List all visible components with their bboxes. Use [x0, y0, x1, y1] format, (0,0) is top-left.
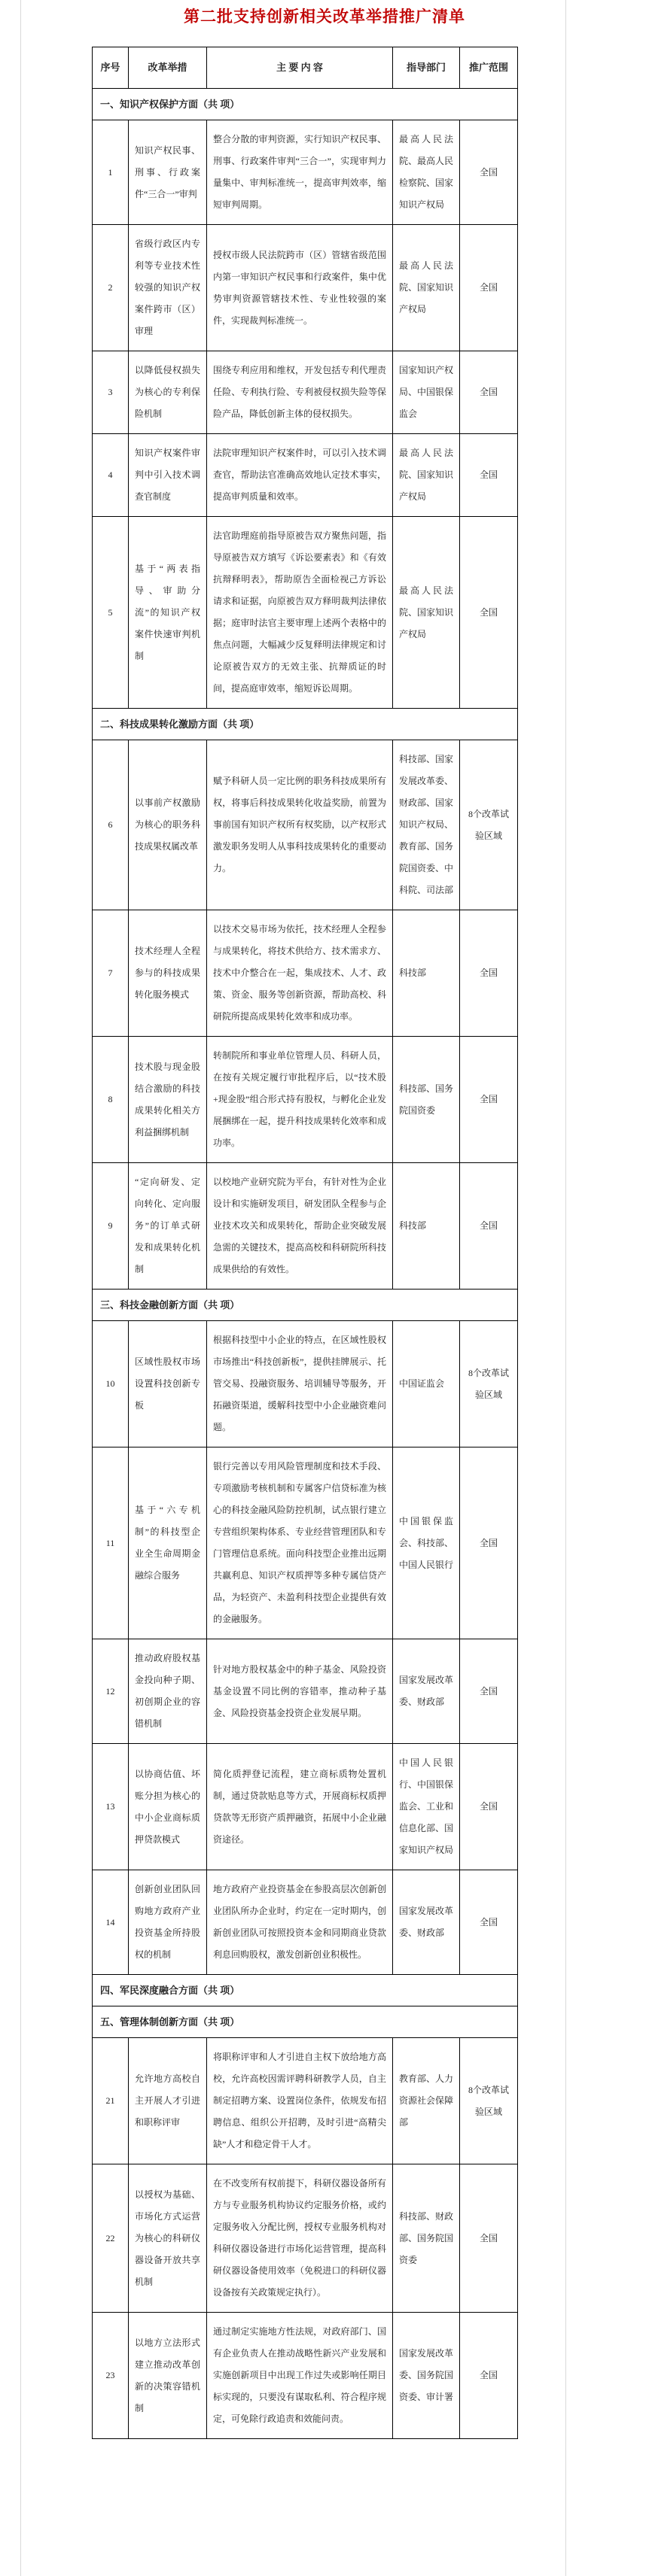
- cell-no: 1: [93, 120, 129, 225]
- cell-measure: 以授权为基础、市场化方式运营为核心的科研仪器设备开放共享机制: [129, 2164, 207, 2313]
- cell-department: 中国人民银行、中国银保监会、工业和信息化部、国家知识产权局: [393, 1744, 460, 1870]
- cell-measure: 以事前产权激励为核心的职务科技成果权属改革: [129, 740, 207, 910]
- cell-content: 转制院所和事业单位管理人员、科研人员，在按有关规定履行审批程序后，以“技术股+现金股”组合形式持有股权，与孵化企业发展捆绑在一起，提升科技成果转化效率和成功率。: [207, 1037, 393, 1163]
- cell-measure: 知识产权民事、刑事、行政案件“三合一”审判: [129, 120, 207, 225]
- table-row: [93, 1163, 518, 1290]
- cell-scope: 全国: [460, 1163, 518, 1290]
- cell-content: 银行完善以专用风险管理制度和技术手段、专项激励考核机制和专属客户信贷标准为核心的科技金融风险防控机制，试点银行建立专营组织架构体系、专业经营管理团队和专门管理信息系统。面向科技型企业推出远期共赢利息、知识产权质押等多种专属信贷产品，为轻资产、未盈利科技型企业提供有效的金融服务。: [207, 1447, 393, 1639]
- cell-content: 赋予科研人员一定比例的职务科技成果所有权，将事后科技成果转化收益奖励，前置为事前国有知识产权所有权奖励，以产权形式激发职务发明人从事科技成果转化的重要动力。: [207, 740, 393, 910]
- table-row: [93, 1744, 518, 1870]
- cell-no: 10: [93, 1321, 129, 1447]
- cell-department: 教育部、人力资源社会保障部: [393, 2038, 460, 2164]
- page-title: 第二批支持创新相关改革举措推广清单: [184, 8, 465, 26]
- cell-scope: 全国: [460, 1870, 518, 1975]
- cell-department: 最高人民法院、国家知识产权局: [393, 434, 460, 517]
- cell-no: 21: [93, 2038, 129, 2164]
- cell-measure: 以降低侵权损失为核心的专利保险机制: [129, 351, 207, 434]
- table-row: [93, 910, 518, 1037]
- cell-department: 中国证监会: [393, 1321, 460, 1447]
- section-label: 二、科技成果转化激励方面（共 项）: [93, 709, 518, 740]
- cell-measure: 以协商估值、坏账分担为核心的中小企业商标质押贷款模式: [129, 1744, 207, 1870]
- cell-scope: 全国: [460, 1744, 518, 1870]
- table-row: [93, 2164, 518, 2313]
- cell-content: 以技术交易市场为依托，技术经理人全程参与成果转化，将技术供给方、技术需求方、技术中介整合在一起，集成技术、人才、政策、资金、服务等创新资源，帮助高校、科研院所提高成果转化效率和成功率。: [207, 910, 393, 1037]
- cell-no: 13: [93, 1744, 129, 1870]
- cell-measure: 区域性股权市场设置科技创新专板: [129, 1321, 207, 1447]
- table-row: [93, 434, 518, 517]
- cell-department: 科技部: [393, 1163, 460, 1290]
- cell-department: 科技部、财政部、国务院国资委: [393, 2164, 460, 2313]
- section-label: 四、军民深度融合方面（共 项）: [93, 1975, 518, 2006]
- cell-measure: “定向研发、定向转化、定向服务”的订单式研发和成果转化机制: [129, 1163, 207, 1290]
- table-row: [93, 2313, 518, 2439]
- cell-measure: 知识产权案件审判中引入技术调查官制度: [129, 434, 207, 517]
- cell-no: 3: [93, 351, 129, 434]
- header-cell-department: 指导部门: [393, 47, 460, 89]
- section-label: 一、知识产权保护方面（共 项）: [93, 89, 518, 120]
- cell-scope: 8个改革试验区域: [460, 740, 518, 910]
- cell-no: 14: [93, 1870, 129, 1975]
- cell-scope: 全国: [460, 434, 518, 517]
- cell-measure: 允许地方高校自主开展人才引进和职称评审: [129, 2038, 207, 2164]
- table-row: [93, 1037, 518, 1163]
- reform-measures-table: [92, 47, 518, 2439]
- table-header-row: [93, 47, 518, 89]
- table-body: [93, 89, 518, 2439]
- section-row: [93, 709, 518, 740]
- cell-scope: 全国: [460, 1447, 518, 1639]
- section-label: 三、科技金融创新方面（共 项）: [93, 1290, 518, 1321]
- cell-no: 12: [93, 1639, 129, 1744]
- cell-content: 授权市级人民法院跨市（区）管辖省级范围内第一审知识产权民事和行政案件，集中优势审判资源管辖技术性、专业性较强的案件，实现裁判标准统一。: [207, 225, 393, 351]
- cell-department: 最高人民法院、国家知识产权局: [393, 225, 460, 351]
- cell-department: 最高人民法院、国家知识产权局: [393, 517, 460, 709]
- cell-no: 4: [93, 434, 129, 517]
- cell-measure: 以地方立法形式建立推动改革创新的决策容错机制: [129, 2313, 207, 2439]
- cell-department: 国家发展改革委、财政部: [393, 1639, 460, 1744]
- table-row: [93, 351, 518, 434]
- header-cell-content: 主 要 内 容: [207, 47, 393, 89]
- cell-scope: 全国: [460, 2313, 518, 2439]
- cell-department: 中国银保监会、科技部、中国人民银行: [393, 1447, 460, 1639]
- cell-scope: 全国: [460, 1639, 518, 1744]
- cell-content: 整合分散的审判资源，实行知识产权民事、刑事、行政案件审判“三合一”，实现审判力量集中、审判标准统一，提高审判效率，缩短审判周期。: [207, 120, 393, 225]
- header-cell-measure: 改革举措: [129, 47, 207, 89]
- cell-scope: 8个改革试验区域: [460, 1321, 518, 1447]
- cell-no: 22: [93, 2164, 129, 2313]
- cell-no: 23: [93, 2313, 129, 2439]
- table-row: [93, 517, 518, 709]
- cell-content: 法官助理庭前指导原被告双方聚焦问题，指导原被告双方填写《诉讼要素表》和《有效抗辩释明表》，帮助原告全面检视己方诉讼请求和证据，向原被告双方释明裁判法律依据；庭审时法官主要审理上述两个表格中的焦点问题，大幅减少反复释明法律规定和讨论原被告双方的无效主张、抗辩质证的时间，提高庭审效率，缩短诉讼周期。: [207, 517, 393, 709]
- cell-scope: 全国: [460, 910, 518, 1037]
- header-cell-scope: 推广范围: [460, 47, 518, 89]
- cell-scope: 8个改革试验区域: [460, 2038, 518, 2164]
- table-row: [93, 1639, 518, 1744]
- cell-measure: 基于“两表指导、审助分流”的知识产权案件快速审判机制: [129, 517, 207, 709]
- cell-content: 围绕专利应用和维权，开发包括专利代理责任险、专利执行险、专利被侵权损失险等保险产品，降低创新主体的侵权损失。: [207, 351, 393, 434]
- cell-measure: 技术股与现金股结合激励的科技成果转化相关方利益捆绑机制: [129, 1037, 207, 1163]
- cell-no: 2: [93, 225, 129, 351]
- table-row: [93, 225, 518, 351]
- cell-department: 国家知识产权局、中国银保监会: [393, 351, 460, 434]
- cell-measure: 基于“六专机制”的科技型企业全生命周期金融综合服务: [129, 1447, 207, 1639]
- cell-content: 根据科技型中小企业的特点，在区域性股权市场推出“科技创新板”，提供挂牌展示、托管交易、投融资服务、培训辅导等服务，开拓融资渠道，缓解科技型中小企业融资难问题。: [207, 1321, 393, 1447]
- cell-scope: 全国: [460, 351, 518, 434]
- table-row: [93, 2038, 518, 2164]
- cell-content: 简化质押登记流程，建立商标质物处置机制，通过贷款贴息等方式，开展商标权质押贷款等无形资产质押融资，拓展中小企业融资途径。: [207, 1744, 393, 1870]
- cell-content: 将职称评审和人才引进自主权下放给地方高校，允许高校因需评聘科研教学人员，自主制定招聘方案、设置岗位条件，依规发布招聘信息、组织公开招聘，及时引进“高精尖缺”人才和稳定骨干人才。: [207, 2038, 393, 2164]
- cell-content: 针对地方股权基金中的种子基金、风险投资基金设置不同比例的容错率，推动种子基金、风险投资基金投资企业发展早期。: [207, 1639, 393, 1744]
- cell-measure: 推动政府股权基金投向种子期、初创期企业的容错机制: [129, 1639, 207, 1744]
- cell-department: 国家发展改革委、国务院国资委、审计署: [393, 2313, 460, 2439]
- cell-department: 国家发展改革委、财政部: [393, 1870, 460, 1975]
- header-cell-no: 序号: [93, 47, 129, 89]
- cell-scope: 全国: [460, 120, 518, 225]
- section-row: [93, 2006, 518, 2038]
- table-row: [93, 1447, 518, 1639]
- cell-measure: 技术经理人全程参与的科技成果转化服务模式: [129, 910, 207, 1037]
- cell-no: 8: [93, 1037, 129, 1163]
- cell-no: 5: [93, 517, 129, 709]
- cell-no: 9: [93, 1163, 129, 1290]
- cell-content: 地方政府产业投资基金在参股高层次创新创业团队所办企业时，约定在一定时期内，创新创业团队可按照投资本金和同期商业贷款利息回购股权，激发创新创业积极性。: [207, 1870, 393, 1975]
- cell-measure: 创新创业团队回购地方政府产业投资基金所持股权的机制: [129, 1870, 207, 1975]
- cell-scope: 全国: [460, 517, 518, 709]
- table-row: [93, 1321, 518, 1447]
- cell-no: 11: [93, 1447, 129, 1639]
- cell-content: 在不改变所有权前提下，科研仪器设备所有方与专业服务机构协议约定服务价格，或约定服务收入分配比例，授权专业服务机构对科研仪器设备进行市场化运营管理，提高科研仪器设备使用效率（免税进口的科研仪器设备按有关政策规定执行）。: [207, 2164, 393, 2313]
- section-row: [93, 1290, 518, 1321]
- cell-measure: 省级行政区内专利等专业技术性较强的知识产权案件跨市（区）审理: [129, 225, 207, 351]
- cell-department: 科技部、国家发展改革委、财政部、国家知识产权局、教育部、国务院国资委、中科院、司法部: [393, 740, 460, 910]
- section-row: [93, 1975, 518, 2006]
- cell-scope: 全国: [460, 1037, 518, 1163]
- table-row: [93, 740, 518, 910]
- cell-department: 最高人民法院、最高人民检察院、国家知识产权局: [393, 120, 460, 225]
- section-row: [93, 89, 518, 120]
- cell-scope: 全国: [460, 2164, 518, 2313]
- cell-scope: 全国: [460, 225, 518, 351]
- cell-content: 以校地产业研究院为平台，有针对性为企业设计和实施研发项目，研发团队全程参与企业技术攻关和成果转化，帮助企业突破发展急需的关键技术，提高高校和科研院所科技成果供给的有效性。: [207, 1163, 393, 1290]
- table-row: [93, 120, 518, 225]
- section-label: 五、管理体制创新方面（共 项）: [93, 2006, 518, 2038]
- cell-no: 6: [93, 740, 129, 910]
- table-row: [93, 1870, 518, 1975]
- cell-content: 通过制定实施地方性法规，对政府部门、国有企业负责人在推动战略性新兴产业发展和实施创新项目中出现工作过失或影响任期目标实现的，只要没有谋取私利、符合程序规定，可免除行政追责和效能问责。: [207, 2313, 393, 2439]
- cell-department: 科技部、国务院国资委: [393, 1037, 460, 1163]
- cell-content: 法院审理知识产权案件时，可以引入技术调查官，帮助法官准确高效地认定技术事实，提高审判质量和效率。: [207, 434, 393, 517]
- cell-department: 科技部: [393, 910, 460, 1037]
- cell-no: 7: [93, 910, 129, 1037]
